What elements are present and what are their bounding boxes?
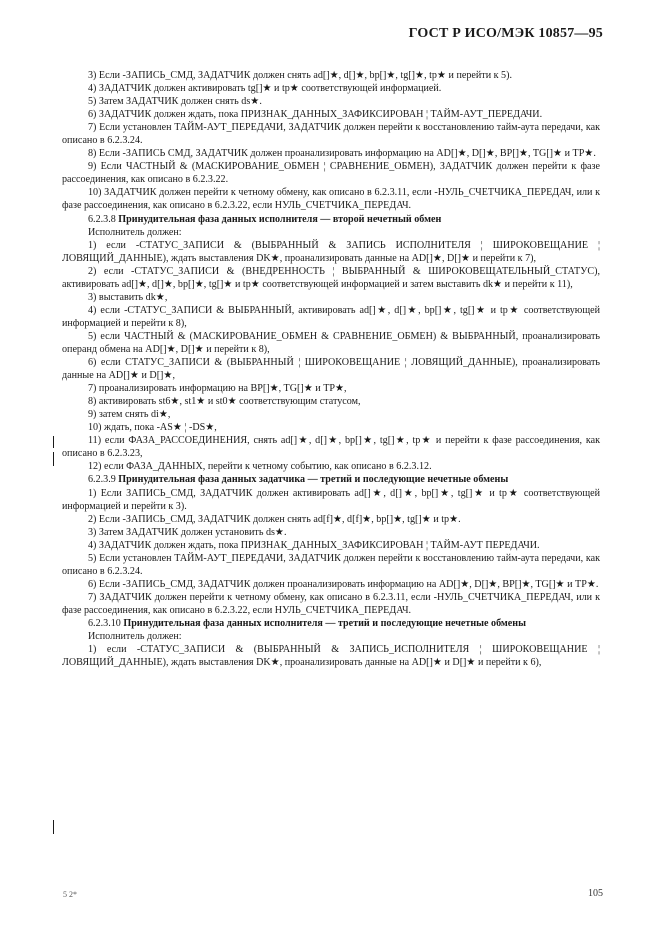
body-paragraph: 5) если ЧАСТНЫЙ & (МАСКИРОВАНИЕ_ОБМЕН & СРАВНЕНИЕ_ОБМЕН) & ВЫБРАННЫЙ, проанализировать операнд обмена на AD[]★, D[]★ и перейти к 8), — [62, 330, 600, 355]
body-paragraph: 8) активировать st6★, st1★ и st0★ соответствующим статусом, — [88, 396, 361, 408]
body-paragraph: 6) Если -ЗАПИСЬ_СМД, ЗАДАТЧИК должен проанализировать информацию на AD[]★, D[]★, BP[]★, TG[]★ и TP★. — [88, 578, 599, 590]
section-number: 6.2.3.10 — [88, 617, 121, 629]
body-paragraph: 10) ждать, пока -AS★ ¦ -DS★, — [88, 422, 217, 434]
body-paragraph: 4) ЗАДАТЧИК должен ждать, пока ПРИЗНАК_ДАННЫХ_ЗАФИКСИРОВАН ¦ ТАЙМ-АУТ ПЕРЕДАЧИ. — [88, 539, 540, 551]
body-paragraph: 4) если -СТАТУС_ЗАПИСИ & ВЫБРАННЫЙ, активировать ad[]★, d[]★, bp[]★, tg[]★ и tp★ соответствующей информацией и перейти к 8), — [62, 304, 600, 329]
change-bar — [53, 436, 54, 448]
change-bar — [53, 452, 54, 466]
body-paragraph: 9) затем снять di★, — [88, 409, 171, 421]
change-bar — [53, 820, 54, 834]
body-paragraph: 12) если ФАЗА_ДАННЫХ, перейти к четному событию, как описано в 6.2.3.12. — [88, 461, 432, 473]
footer-mark: 5 2* — [63, 890, 77, 899]
body-paragraph: 6) если СТАТУС_ЗАПИСИ & (ВЫБРАННЫЙ ¦ ШИРОКОВЕЩАНИЕ ¦ ЛОВЯЩИЙ_ДАННЫЕ), проанализировать данные на AD[]★ и D[]★, — [62, 357, 600, 382]
body-paragraph: 3) выставить dk★, — [88, 291, 168, 303]
body-paragraph: 9) Если ЧАСТНЫЙ & (МАСКИРОВАНИЕ_ОБМЕН ¦ СРАВНЕНИЕ_ОБМЕН), ЗАДАТЧИК должен перейти к фазе рассоединения, как описано в 6.2.3.22. — [62, 161, 600, 186]
body-paragraph: 3) Затем ЗАДАТЧИК должен установить ds★. — [88, 526, 287, 538]
body-paragraph: 7) проанализировать информацию на BP[]★, TG[]★ и TP★, — [88, 383, 347, 395]
body-paragraph: 11) если ФАЗА_РАССОЕДИНЕНИЯ, снять ad[]★, d[]★, bp[]★, tg[]★, tp★ и перейти к фазе рассоединения, как описано в 6.2.3.23, — [62, 435, 600, 460]
body-paragraph: Исполнитель должен: — [88, 226, 182, 238]
body-paragraph: 5) Если установлен ТАЙМ-АУТ_ПЕРЕДАЧИ, ЗАДАТЧИК должен перейти к восстановлению тайм-аута передачи, как описано в 6.2.3.24. — [62, 552, 600, 577]
body-paragraph: 7) Если установлен ТАЙМ-АУТ_ПЕРЕДАЧИ, ЗАДАТЧИК должен перейти к восстановлению тайм-аута передачи, как описано в 6.2.3.24. — [62, 122, 600, 147]
body-paragraph: 2) Если -ЗАПИСЬ_СМД, ЗАДАТЧИК должен снять ad[f]★, d[f]★, bp[]★, tg[]★ и tp★. — [88, 513, 461, 525]
body-paragraph: 4) ЗАДАТЧИК должен активировать tg[]★ и tp★ соответствующей информацией. — [88, 83, 442, 95]
page-header: ГОСТ Р ИСО/МЭК 10857—95 — [408, 26, 603, 41]
section-heading — [62, 213, 600, 226]
body-paragraph: 5) Затем ЗАДАТЧИК должен снять ds★. — [88, 96, 262, 108]
section-heading — [62, 473, 600, 486]
section-number: 6.2.3.8 — [88, 213, 116, 225]
body-paragraph: 2) если -СТАТУС_ЗАПИСИ & (ВНЕДРЕННОСТЬ ¦ ВЫБРАННЫЙ & ШИРОКОВЕЩАТЕЛЬНЫЙ_СТАТУС), активировать ad[]★, d[]★, bp[]★, tg[]★ и tp★ соответствующей информацией и затем выставить dk★ и перейти к 11), — [62, 265, 600, 290]
body-paragraph: 1) Если ЗАПИСЬ_СМД, ЗАДАТЧИК должен активировать ad[]★, d[]★, bp[]★, tg[]★ и tp★ соответствующей информацией и перейти к 3). — [62, 487, 600, 512]
body-paragraph: 3) Если -ЗАПИСЬ_СМД, ЗАДАТЧИК должен снять ad[]★, d[]★, bp[]★, tg[]★, tp★ и перейти к 5). — [88, 70, 512, 81]
body-paragraph: 8) Если -ЗАПИСЬ СМД, ЗАДАТЧИК должен проанализировать информацию на AD[]★, D[]★, BP[]★, TG[]★ и TP★. — [88, 148, 596, 160]
body-paragraph: 1) если -СТАТУС_ЗАПИСИ & (ВЫБРАННЫЙ & ЗАПИСЬ ИСПОЛНИТЕЛЯ ¦ ШИРОКОВЕЩАНИЕ ¦ ЛОВЯЩИЙ_ДАННЫЕ), ждать выставления DK★, проанализировать данные на AD[]★, D[]★ и перейти к 7), — [62, 239, 600, 264]
section-title: Принудительная фаза данных исполнителя — третий и последующие нечетные обмены — [123, 617, 526, 629]
section-title: Принудительная фаза данных исполнителя — второй нечетный обмен — [118, 213, 442, 225]
body-paragraph: 10) ЗАДАТЧИК должен перейти к четному обмену, как описано в 6.2.3.11, если -НУЛЬ_СЧЕТЧИКА_ПЕРЕДАЧ, или к фазе рассоединения, как описано в 6.2.3.22, если НУЛЬ_СЧЕТЧИКА_ПЕРЕДАЧ. — [62, 187, 600, 212]
body-paragraph: 1) если -СТАТУС_ЗАПИСИ & (ВЫБРАННЫЙ & ЗАПИСЬ_ИСПОЛНИТЕЛЯ ¦ ШИРОКОВЕЩАНИЕ ¦ ЛОВЯЩИЙ_ДАННЫЕ), ждать выставления DK★, проанализировать данные на AD[]★ и D[]★ и перейти к 6), — [62, 644, 600, 669]
page-number: 105 — [588, 888, 603, 899]
body-paragraph: Исполнитель должен: — [88, 631, 182, 643]
section-number: 6.2.3.9 — [88, 474, 116, 486]
body-paragraph: 6) ЗАДАТЧИК должен ждать, пока ПРИЗНАК_ДАННЫХ_ЗАФИКСИРОВАН ¦ ТАЙМ-АУТ_ПЕРЕДАЧИ. — [88, 109, 543, 121]
section-title: Принудительная фаза данных задатчика — третий и последующие нечетные обмены — [118, 474, 509, 486]
document-body — [62, 69, 600, 669]
body-paragraph: 7) ЗАДАТЧИК должен перейти к четному обмену, как описано в 6.2.3.11, если -НУЛЬ_СЧЕТЧИКА_ПЕРЕДАЧ, или к фазе рассоединения, как описано в 6.2.3.22, если НУЛЬ_СЧЕТЧИКА_ПЕРЕДАЧ. — [62, 591, 600, 616]
section-heading — [62, 617, 600, 630]
